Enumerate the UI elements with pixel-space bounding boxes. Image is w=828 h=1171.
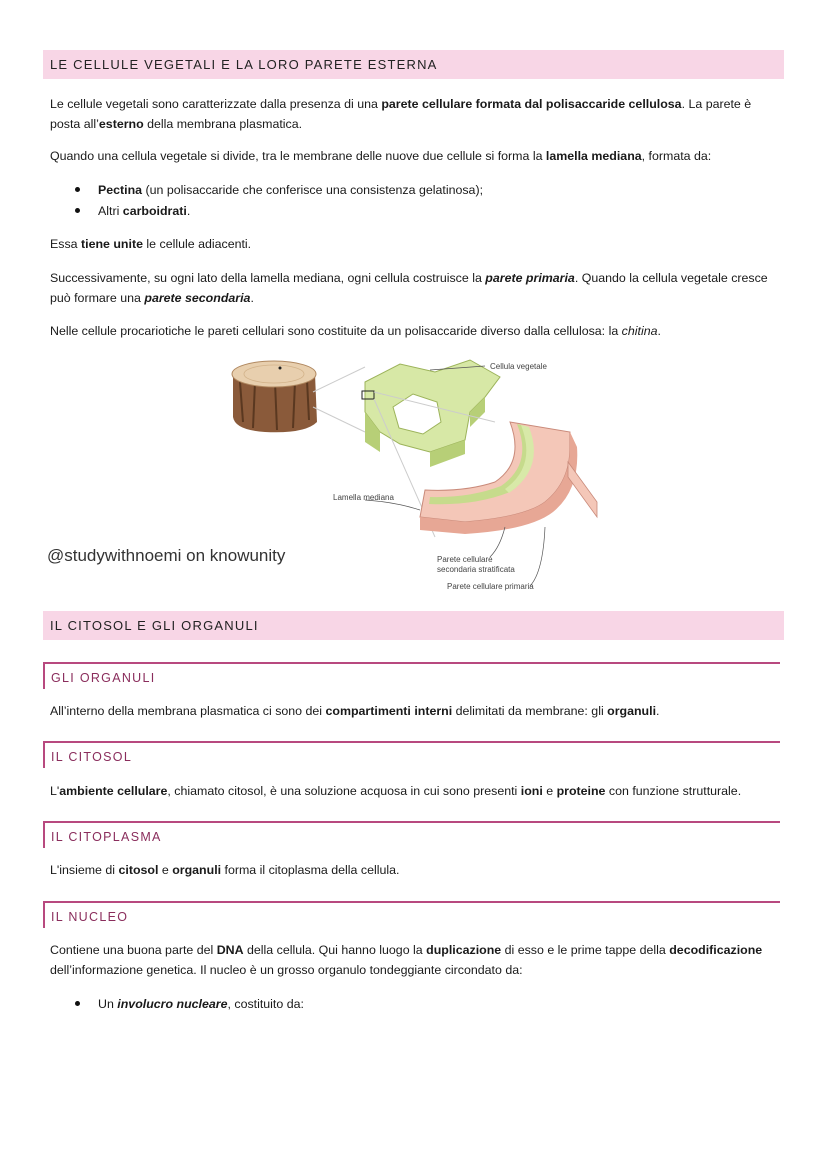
paragraph-citosol: L'ambiente cellulare, chiamato citosol, è una soluzione acquosa in cui sono presenti ioni e proteine con funzione strutturale. — [50, 784, 742, 798]
bullet-item: Altri carboidrati. — [75, 201, 190, 221]
label-cellula-vegetale: Cellula vegetale — [490, 362, 547, 371]
paragraph-chitina: Nelle cellule procariotiche le pareti cellulari sono costituite da un polisaccaride diverso dalla cellulosa: la chitina. — [50, 324, 661, 338]
bullet-icon — [75, 187, 80, 192]
paragraph-parete-primaria: Successivamente, su ogni lato della lamella mediana, ogni cellula costruisce la parete primaria. Quando la cellula vegetale cresce può formare una parete secondaria. — [50, 271, 768, 305]
section-header-cellule-vegetali — [43, 50, 784, 79]
subheading-nucleo: IL NUCLEO — [43, 901, 780, 928]
paragraph-lamella: Quando una cellula vegetale si divide, tra le membrane delle nuove due cellule si forma la lamella mediana, formata da: — [50, 149, 712, 163]
bullet-item: Pectina (un polisaccaride che conferisce una consistenza gelatinosa); — [75, 180, 483, 200]
watermark: @studywithnoemi on knowunity — [47, 546, 286, 565]
paragraph-nucleo: Contiene una buona parte del DNA della cellula. Qui hanno luogo la duplicazione di esso e le prime tappe della decodificazione dell’informazione genetica. Il nucleo è un grosso organulo tondeggiante circondato da: — [50, 943, 763, 977]
label-parete-primaria: Parete cellulare primaria — [447, 582, 534, 591]
subheading-organuli: GLI ORGANULI — [43, 662, 780, 689]
section-header-citosol-organuli — [43, 611, 784, 640]
section-title: LE CELLULE VEGETALI E LA LORO PARETE ESTERNA — [50, 57, 438, 72]
label-lamella-mediana: Lamella mediana — [333, 493, 394, 502]
label-parete-secondaria: Parete cellulare secondaria stratificata — [437, 555, 515, 574]
subheading-citoplasma: IL CITOPLASMA — [43, 821, 780, 848]
bullet-icon — [75, 208, 80, 213]
paragraph-citoplasma: L'insieme di citosol e organuli forma il citoplasma della cellula. — [50, 863, 400, 877]
tree-stump-icon — [232, 361, 317, 432]
bullet-item: Un involucro nucleare, costituito da: — [75, 994, 304, 1014]
plant-cell-honeycomb — [362, 360, 500, 467]
paragraph-tiene-unite: Essa tiene unite le cellule adiacenti. — [50, 237, 252, 251]
bullet-icon — [75, 1001, 80, 1006]
section-title: IL CITOSOL E GLI ORGANULI — [50, 618, 259, 633]
subheading-citosol: IL CITOSOL — [43, 741, 780, 768]
paragraph-parete: Le cellule vegetali sono caratterizzate dalla presenza di una parete cellulare formata dal polisaccaride cellulosa. La parete è posta all’esterno della membrana plasmatica. — [50, 97, 752, 131]
paragraph-organuli: All’interno della membrana plasmatica ci sono dei compartimenti interni delimitati da membrane: gli organuli. — [50, 704, 660, 718]
